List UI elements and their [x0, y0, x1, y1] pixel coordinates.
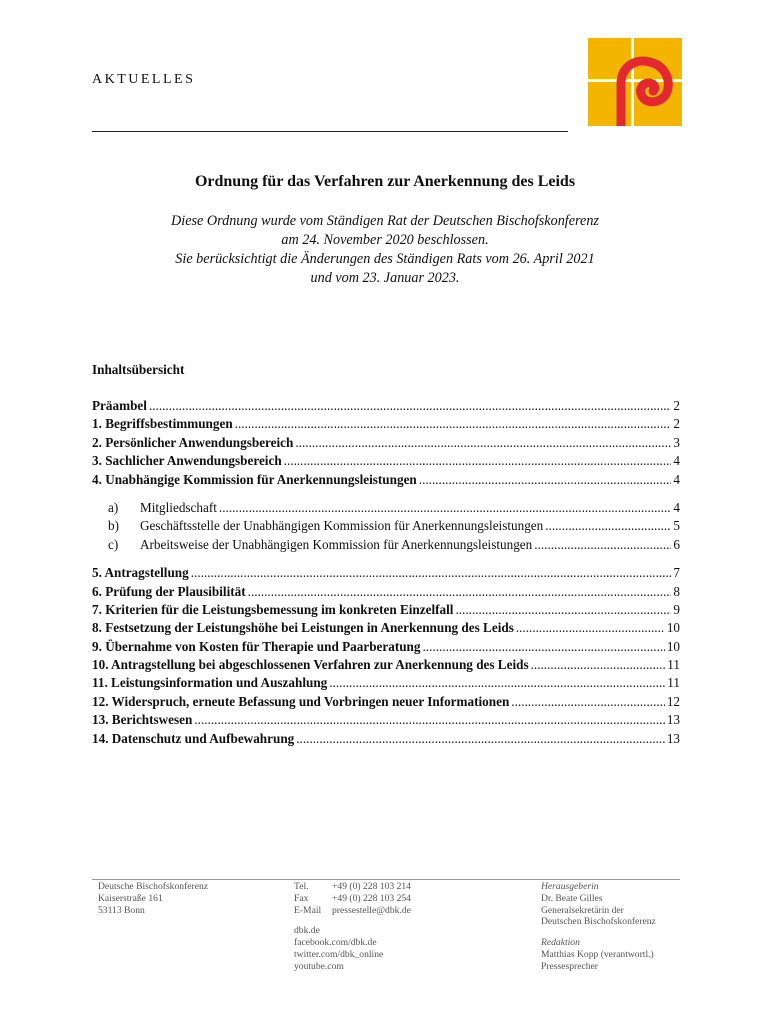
- toc-leader: [545, 517, 671, 535]
- contact-email: [294, 905, 411, 917]
- toc-entry-label: 3. Sachlicher Anwendungsbereich: [92, 453, 282, 469]
- contact-value[interactable]: +49 (0) 228 103 214: [332, 881, 411, 892]
- toc-entry-label: 6. Prüfung der Plausibilität: [92, 583, 246, 599]
- toc-entry-label: Arbeitsweise der Unabhängigen Kommission für Anerkennungsleistungen: [140, 536, 533, 552]
- toc-subentry-letter: b): [108, 518, 119, 534]
- subtitle-line: am 24. November 2020 beschlossen.: [281, 232, 489, 248]
- toc-entry[interactable]: [92, 711, 680, 729]
- toc-entry-page: 10: [666, 620, 680, 636]
- toc-leader: [248, 583, 672, 601]
- web-link[interactable]: dbk.de: [294, 925, 320, 937]
- toc-entry[interactable]: [92, 638, 680, 656]
- toc-entry-label: Geschäftsstelle der Unabhängigen Kommission für Anerkennungsleistungen: [140, 518, 544, 534]
- toc-entry[interactable]: [92, 619, 680, 637]
- toc-entry[interactable]: [92, 656, 680, 674]
- toc-entry-page: 13: [666, 712, 680, 728]
- toc-entry[interactable]: [92, 601, 680, 619]
- subtitle-line: und vom 23. Januar 2023.: [310, 270, 460, 286]
- dbk-logo-icon: [588, 38, 682, 126]
- toc-leader: [284, 452, 672, 470]
- toc-entry[interactable]: [92, 583, 680, 601]
- footer-address: [98, 881, 208, 916]
- editor-label: Redaktion: [541, 937, 580, 949]
- twitter-link[interactable]: twitter.com/dbk_online: [294, 948, 384, 960]
- toc-entry-page: 4: [673, 499, 680, 515]
- toc-entry[interactable]: [92, 434, 680, 452]
- toc-entry-page: 10: [666, 638, 680, 654]
- toc-leader: [511, 693, 665, 711]
- toc-subentry-letter: a): [108, 499, 119, 515]
- toc-entry-label: 14. Datenschutz und Aufbewahrung: [92, 730, 295, 746]
- toc-entry-label: Mitgliedschaft: [140, 499, 217, 515]
- toc-leader: [516, 619, 665, 637]
- editor-line: Matthias Kopp (verantwortl.): [541, 948, 654, 960]
- contact-key: E-Mail: [294, 904, 322, 916]
- toc-entry[interactable]: [92, 674, 680, 692]
- toc-entry[interactable]: [92, 564, 680, 582]
- toc-entry-label: 2. Persönlicher Anwendungsbereich: [92, 434, 294, 450]
- contact-fax: [294, 893, 411, 905]
- toc-leader: [149, 397, 671, 415]
- toc-entry-page: 2: [673, 416, 680, 432]
- subtitle-line: Sie berücksichtigt die Änderungen des Ständigen Rats vom 26. April 2021: [175, 251, 595, 267]
- toc-subentry[interactable]: [92, 499, 680, 517]
- toc-leader: [191, 564, 672, 582]
- address-line: 53113 Bonn: [98, 904, 145, 916]
- toc-entry-page: 13: [666, 730, 680, 746]
- toc-entry-page: 5: [673, 518, 680, 534]
- toc-entry-page: 7: [673, 565, 680, 581]
- toc-entry-page: 11: [667, 657, 680, 673]
- toc-entry-label: 1. Begriffsbestimmungen: [92, 416, 233, 432]
- toc-entry-page: 8: [673, 583, 680, 599]
- toc-leader: [534, 536, 671, 554]
- section-label: AKTUELLES: [92, 72, 196, 87]
- toc-entry[interactable]: [92, 471, 680, 489]
- toc-subentry[interactable]: [92, 517, 680, 535]
- toc-entry-page: 4: [673, 453, 680, 469]
- publisher-line: Deutschen Bischofskonferenz: [541, 916, 656, 928]
- toc-entry-label: 9. Übernahme von Kosten für Therapie und Paarberatung: [92, 638, 421, 654]
- toc-leader: [235, 415, 672, 433]
- contact-tel: [294, 881, 411, 893]
- toc-entry-label: 4. Unabhängige Kommission für Anerkennungsleistungen: [92, 471, 417, 487]
- contact-key: Tel.: [294, 881, 309, 892]
- contact-value: +49 (0) 228 103 254: [332, 892, 411, 904]
- footer-publisher: [541, 881, 656, 973]
- toc-entry[interactable]: [92, 452, 680, 470]
- document-subtitle: [92, 212, 678, 288]
- contact-key: Fax: [294, 892, 309, 904]
- toc-leader: [194, 711, 664, 729]
- toc-entry[interactable]: [92, 730, 680, 748]
- toc-entry-page: 12: [666, 693, 680, 709]
- footer-divider: [92, 879, 680, 880]
- toc-leader: [531, 656, 666, 674]
- toc-entry-page: 6: [673, 536, 680, 552]
- header-divider: [92, 131, 568, 132]
- toc-entry-label: 10. Antragstellung bei abgeschlossenen Verfahren zur Anerkennung des Leids: [92, 657, 529, 673]
- toc-entry-label: 12. Widerspruch, erneute Befassung und Vorbringen neuer Informationen: [92, 693, 510, 709]
- toc-entry[interactable]: [92, 397, 680, 415]
- toc-entry-label: 5. Antragstellung: [92, 565, 189, 581]
- toc-leader: [295, 434, 671, 452]
- youtube-link[interactable]: youtube.com: [294, 960, 344, 972]
- publisher-line: Dr. Beate Gilles: [541, 892, 603, 904]
- toc-leader: [219, 499, 671, 517]
- toc-entry-label: 11. Leistungsinformation und Auszahlung: [92, 675, 328, 691]
- toc-subentry[interactable]: [92, 536, 680, 554]
- toc-entry[interactable]: [92, 415, 680, 433]
- toc-leader: [423, 638, 665, 656]
- toc-entry-page: 11: [667, 675, 680, 691]
- facebook-link[interactable]: facebook.com/dbk.de: [294, 937, 377, 949]
- toc-leader: [419, 471, 672, 489]
- address-line: Deutsche Bischofskonferenz: [98, 881, 209, 892]
- toc-entry[interactable]: [92, 693, 680, 711]
- toc-entry-page: 3: [673, 434, 680, 450]
- toc-heading: Inhaltsübersicht: [92, 362, 185, 377]
- document-title: Ordnung für das Verfahren zur Anerkennung des Leids: [194, 173, 576, 190]
- subtitle-line: Diese Ordnung wurde vom Ständigen Rat der Deutschen Bischofskonferenz: [171, 213, 599, 229]
- publisher-label: Herausgeberin: [541, 881, 599, 892]
- toc-entry-page: 2: [673, 398, 680, 413]
- toc-leader: [296, 730, 665, 748]
- email-link[interactable]: pressestelle@dbk.de: [332, 904, 411, 916]
- publisher-line: Generalsekretärin der: [541, 904, 624, 916]
- toc-entry-label: 7. Kriterien für die Leistungsbemessung im konkreten Einzelfall: [92, 601, 454, 617]
- toc-leader: [329, 674, 665, 692]
- table-of-contents: [92, 397, 680, 748]
- toc-leader: [455, 601, 671, 619]
- toc-entry-page: 4: [673, 471, 680, 487]
- address-line: Kaiserstraße 161: [98, 892, 163, 904]
- toc-entry-label: 13. Berichtswesen: [92, 712, 193, 728]
- footer-contact: [294, 881, 411, 973]
- toc-entry-label: Präambel: [92, 398, 147, 413]
- editor-line: Pressesprecher: [541, 960, 599, 972]
- toc-entry-page: 9: [673, 601, 680, 617]
- toc-subentry-letter: c): [108, 536, 119, 552]
- toc-entry-label: 8. Festsetzung der Leistungshöhe bei Leistungen in Anerkennung des Leids: [92, 620, 514, 636]
